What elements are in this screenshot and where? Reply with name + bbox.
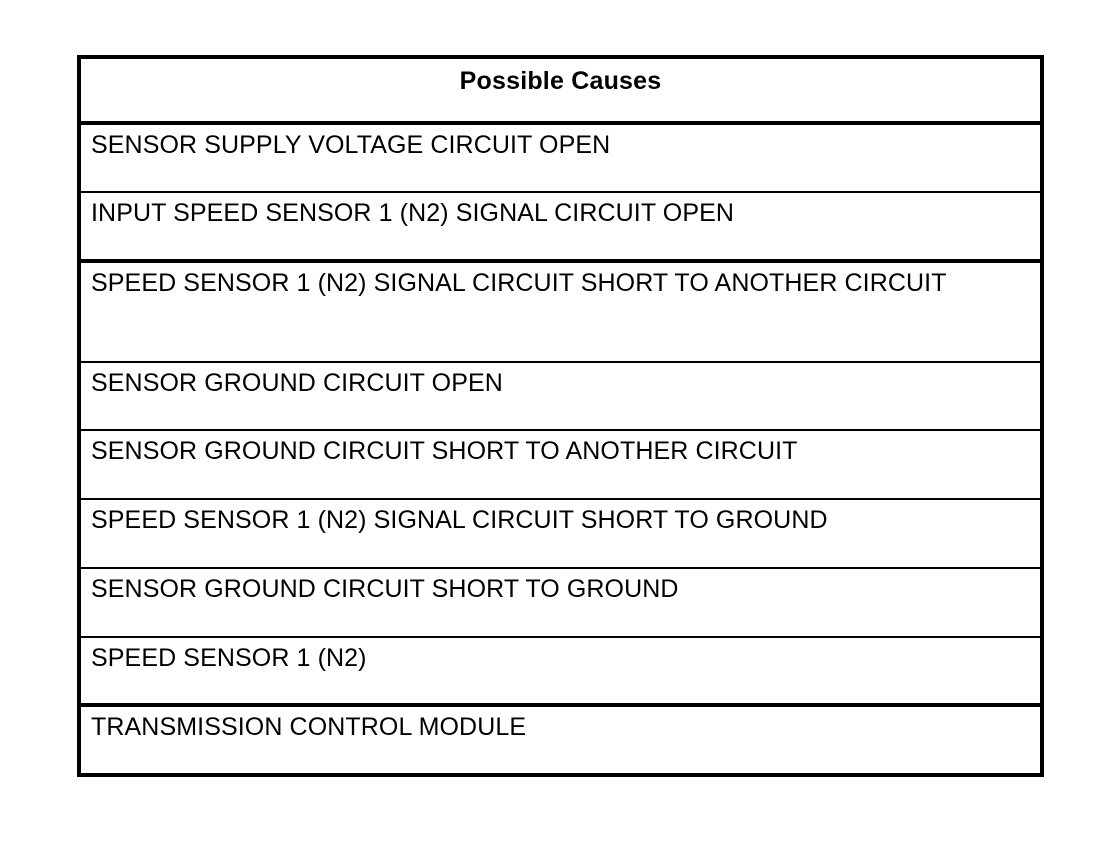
table-row: SPEED SENSOR 1 (N2) SIGNAL CIRCUIT SHORT TO GROUND <box>81 500 1040 569</box>
table-row: TRANSMISSION CONTROL MODULE <box>91 713 527 741</box>
table-row: SENSOR GROUND CIRCUIT SHORT TO ANOTHER CIRCUIT <box>81 431 1040 500</box>
table-header: Possible Causes <box>81 59 1040 125</box>
table-row: SPEED SENSOR 1 (N2) SIGNAL CIRCUIT SHORT TO ANOTHER CIRCUIT <box>81 263 1040 363</box>
table-row: INPUT SPEED SENSOR 1 (N2) SIGNAL CIRCUIT OPEN <box>81 193 1040 263</box>
table-row: SENSOR GROUND CIRCUIT OPEN <box>81 363 1040 431</box>
possible-causes-table <box>77 55 1044 777</box>
table-row: SENSOR GROUND CIRCUIT SHORT TO GROUND <box>81 569 1040 638</box>
table-row: SPEED SENSOR 1 (N2) <box>81 638 1040 707</box>
table-row: SENSOR SUPPLY VOLTAGE CIRCUIT OPEN <box>81 125 1040 193</box>
